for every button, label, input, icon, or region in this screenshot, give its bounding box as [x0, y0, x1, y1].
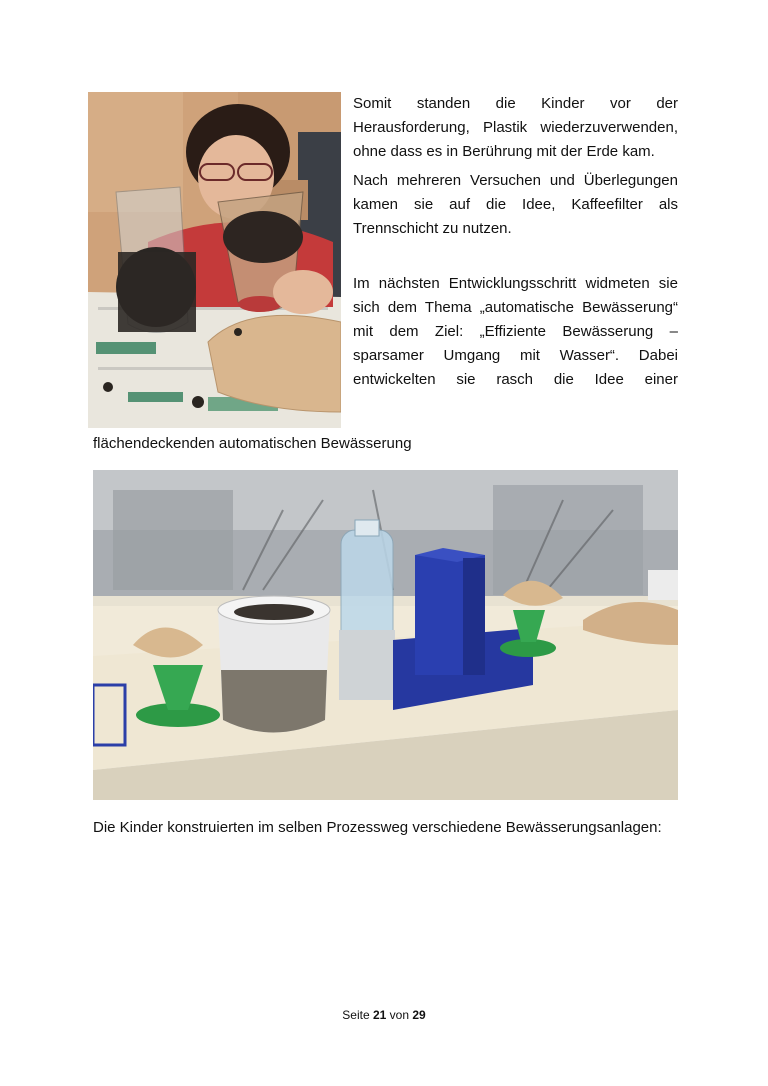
text-column	[353, 92, 678, 392]
footer-current-page: 21	[372, 1008, 387, 1022]
page-footer	[0, 1008, 768, 1022]
photo-child-with-bottle-planters	[88, 92, 341, 428]
caption-irrigation-systems: Die Kinder konstruierten im selben Prozessweg verschiedene Bewässerungsanlagen:	[93, 819, 662, 836]
paragraph-coffee-filter: Nach mehreren Versuchen und Überlegungen kamen sie auf die Idee, Kaffeefilter als Trennschicht zu nutzen.	[353, 172, 678, 237]
footer-middle: von	[389, 1008, 410, 1022]
paragraph-continuation: flächendeckenden automatischen Bewässerung	[93, 435, 412, 452]
footer-prefix: Seite	[342, 1008, 370, 1022]
footer-total-pages: 29	[412, 1008, 426, 1022]
photo-irrigation-devices-windowsill	[93, 470, 678, 800]
paragraph-challenge: Somit standen die Kinder vor der Herausforderung, Plastik wiederzuverwenden, ohne dass es in Berührung mit der Erde kam.	[353, 95, 678, 160]
paragraph-automatic-irrigation: Im nächsten Entwicklungsschritt widmeten sie sich dem Thema „automatische Bewässerung“ mit dem Ziel: „Effiziente Bewässerung – sparsamer Umgang mit Wasser“. Dabei entwickelten sie rasch die Idee einer	[353, 275, 678, 388]
